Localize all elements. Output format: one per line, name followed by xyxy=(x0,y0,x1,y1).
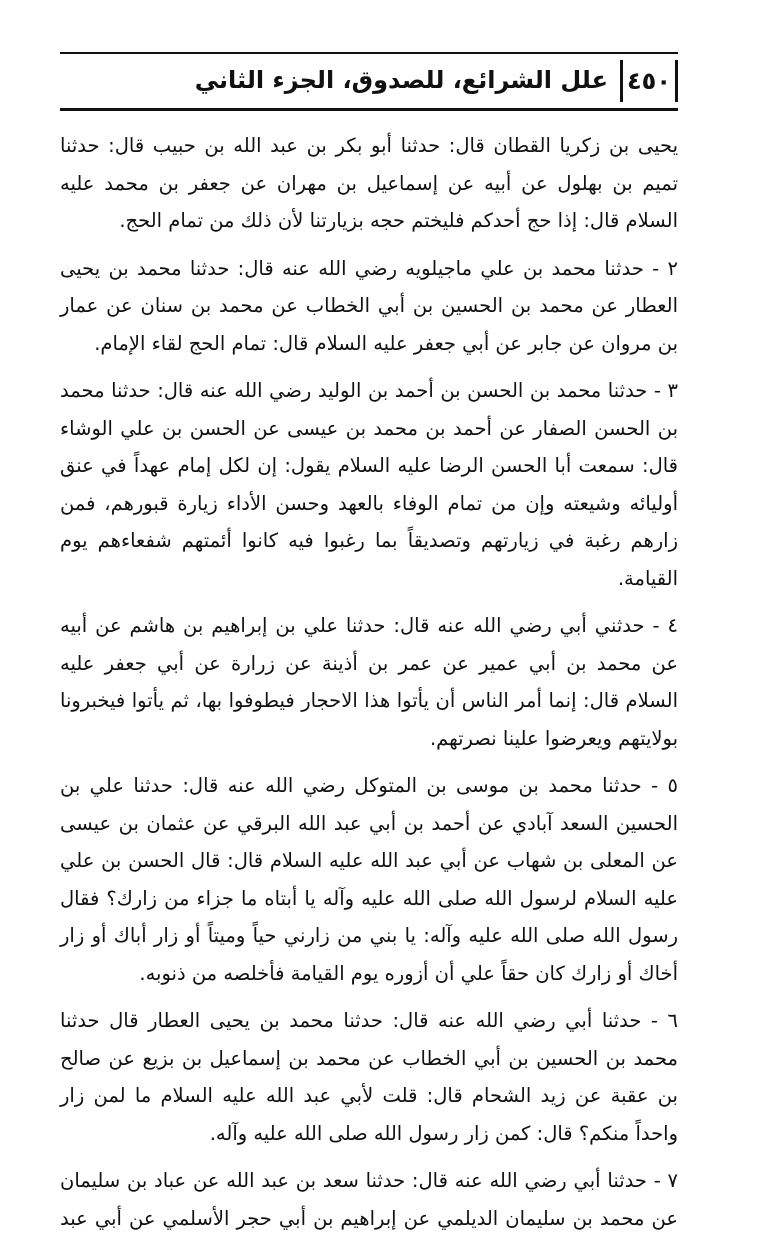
running-header xyxy=(60,52,678,111)
paragraph-1: يحيى بن زكريا القطان قال: حدثنا أبو بكر بن عبد الله بن حبيب قال: حدثنا تميم بن بهلول عن أبيه عن إسماعيل بن مهران عن جعفر بن محمد عليه السلام قال: إذا حج أحدكم فليختم حجه بزيارتنا لأن ذلك من تمام الحج. xyxy=(60,134,678,232)
paragraph-7: ٧ - حدثنا أبي رضي الله عنه قال: حدثنا سعد بن عبد الله عن عباد بن سليمان عن محمد بن سليمان الديلمي عن إبراهيم بن أبي حجر الأسلمي عن أبي عبد xyxy=(60,1169,678,1230)
paragraph-5: ٥ - حدثنا محمد بن موسى بن المتوكل رضي الله عنه قال: حدثنا علي بن الحسين السعد آبادي عن أحمد بن أبي عبد الله البرقي عن عثمان بن عيسى عن المعلى بن شهاب عن أبي عبد الله عليه السلام قال: قال الحسن بن علي عليه السلام لرسول الله صلى الله عليه وآله يا أبتاه ما جزاء من زارك؟ فقال رسول الله صلى الله عليه وآله: يا بني من زارني حياً وميتاً أو زار أباك أو زار أخاك أو زارك كان حقاً علي أن أزوره يوم القيامة فأخلصه من ذنوبه. xyxy=(60,774,678,985)
paragraph-3: ٣ - حدثنا محمد بن الحسن بن أحمد بن الوليد رضي الله عنه قال: حدثنا محمد بن الحسن الصفار عن أحمد بن محمد بن عيسى عن الحسن بن علي الوشاء قال: سمعت أبا الحسن الرضا عليه السلام يقول: إن لكل إمام عهداً في عنق أوليائه وشيعته وإن من تمام الوفاء بالعهد وحسن الأداء زيارة قبورهم، فمن زارهم رغبة في زيارتهم وتصديقاً بما رغبوا فيه كانوا أئمتهم شفعاءهم يوم القيامة. xyxy=(60,379,678,590)
paragraph-6: ٦ - حدثنا أبي رضي الله عنه قال: حدثنا محمد بن يحيى العطار قال حدثنا محمد بن الحسين بن أبي الخطاب عن محمد بن إسماعيل بن بزيع عن صالح بن عقبة عن زيد الشحام قال: قلت لأبي عبد الله عليه السلام ما لمن زار واحداً منكم؟ قال: كمن زار رسول الله صلى الله عليه وآله. xyxy=(60,1009,678,1145)
page-body xyxy=(60,127,678,1237)
paragraph-4: ٤ - حدثني أبي رضي الله عنه قال: حدثنا علي بن إبراهيم بن هاشم عن أبيه عن محمد بن أبي عمير عن عمر بن أذينة عن زرارة عن أبي جعفر عليه السلام قال: إنما أمر الناس أن يأتوا هذا الاحجار فيطوفوا بها، ثم يأتوا فيخبرونا بولايتهم ويعرضوا علينا نصرتهم. xyxy=(60,614,678,750)
paragraph-2: ٢ - حدثنا محمد بن علي ماجيلويه رضي الله عنه قال: حدثنا محمد بن يحيى العطار عن محمد بن الحسين بن أبي الخطاب عن محمد بن سنان عن عمار بن مروان عن جابر عن أبي جعفر عليه السلام قال: تمام الحج لقاء الإمام. xyxy=(60,256,678,355)
page-number: ٤٥٠ xyxy=(620,60,678,102)
page xyxy=(60,52,678,1230)
running-title: علل الشرائع، للصدوق، الجزء الثاني xyxy=(194,66,608,94)
